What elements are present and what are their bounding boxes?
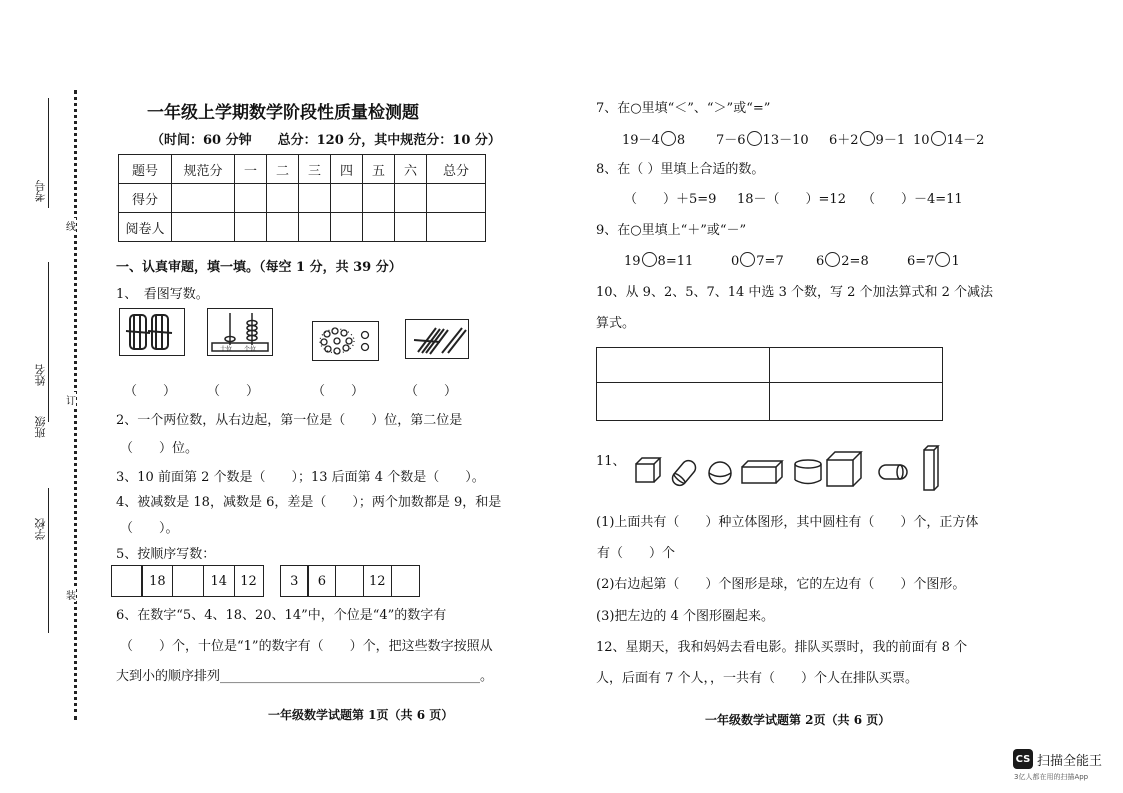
header-cell: 一: [235, 155, 267, 184]
sequence-box: 14: [203, 565, 235, 597]
compare-circle[interactable]: [661, 131, 676, 146]
footer-page-1: 一年级数学试题第 1页（共 6 页）: [268, 708, 454, 722]
q1-blank-1[interactable]: （ ）: [124, 384, 177, 399]
q8-item-2[interactable]: 18－（ ）=12: [737, 192, 846, 207]
loose-sticks-image: [405, 319, 469, 359]
q3-text: 3、10 前面第 2 个数是（ ）；13 后面第 4 个数是（ ）。: [116, 470, 485, 485]
school-label: 学校: [34, 518, 47, 540]
q10-answer-grid[interactable]: [596, 347, 943, 421]
header-cell: 题号: [119, 155, 172, 184]
score-cell[interactable]: [267, 184, 299, 213]
score-cell[interactable]: [395, 184, 427, 213]
q7-item-4: 10 14－2: [913, 133, 985, 148]
sequence-box: 6: [307, 565, 336, 597]
name-line: [48, 262, 49, 422]
q9-item-1: 19 8=11: [624, 254, 694, 269]
q9-label: 9、在○里填上“＋”或“－”: [596, 223, 747, 238]
compare-circle[interactable]: [931, 131, 946, 146]
q7-item-3: 6＋2 9－1: [829, 133, 906, 148]
header-cell: 五: [363, 155, 395, 184]
q9-item-4: 6=7 1: [907, 254, 960, 269]
q11-line3: (2)右边起第（ ）个图形是球，它的左边有（ ）个图形。: [596, 577, 966, 592]
bundled-sticks-image: [119, 308, 185, 356]
sequence-box[interactable]: [335, 565, 364, 597]
grader-cell[interactable]: [172, 213, 235, 242]
grader-cell[interactable]: [363, 213, 395, 242]
sequence-box: 12: [234, 565, 264, 597]
q7-label: 7、在○里填“＜”、“＞”或“=”: [596, 101, 771, 116]
score-cell[interactable]: [299, 184, 331, 213]
q10-line2: 算式。: [596, 316, 636, 331]
grader-cell[interactable]: [299, 213, 331, 242]
name-label: 姓名: [34, 364, 47, 386]
q9-item-2: 0 7=7: [731, 254, 784, 269]
watermark-tagline: 3亿人都在用的扫描App: [1014, 773, 1089, 781]
q9-item-3: 6 2=8: [816, 254, 869, 269]
q5-sequence-2: [281, 565, 420, 597]
sequence-box[interactable]: [391, 565, 420, 597]
abacus-tens-label: 十位: [220, 346, 233, 353]
school-line: [48, 488, 49, 633]
score-row: [119, 184, 486, 213]
q2-line2: （ ）位。: [120, 441, 199, 456]
sequence-box: 3: [280, 565, 309, 597]
header-cell: 规范分: [172, 155, 235, 184]
q10-line1: 10、从 9、2、5、7、14 中选 3 个数，写 2 个加法算式和 2 个减法: [596, 285, 994, 300]
header-cell: 总分: [427, 155, 486, 184]
q12-line1: 12、星期天，我和妈妈去看电影。排队买票时，我的前面有 8 个: [596, 640, 968, 655]
section-heading: 一、认真审题，填一填。（每空 1 分，共 39 分）: [116, 260, 402, 275]
counters-image: [312, 321, 379, 361]
score-cell[interactable]: [331, 184, 363, 213]
score-table-header: [119, 155, 486, 184]
score-cell[interactable]: [235, 184, 267, 213]
operator-circle[interactable]: [935, 252, 950, 267]
solid-shapes-image: [632, 440, 944, 494]
operator-circle[interactable]: [825, 252, 840, 267]
compare-circle[interactable]: [860, 131, 875, 146]
grader-row-label: 阅卷人: [119, 213, 172, 242]
grader-row: [119, 213, 486, 242]
abacus-image: [207, 308, 273, 356]
operator-circle[interactable]: [740, 252, 755, 267]
q12-line2: 人，后面有 7 个人，，一共有（ ）个人在排队买票。: [596, 671, 919, 686]
grader-cell[interactable]: [235, 213, 267, 242]
header-cell: 二: [267, 155, 299, 184]
score-row-label: 得分: [119, 184, 172, 213]
q2-line1: 2、一个两位数，从右边起，第一位是（ ）位，第二位是: [116, 413, 463, 428]
compare-circle[interactable]: [747, 131, 762, 146]
q5-label: 5、按顺序写数：: [116, 547, 216, 562]
q5-sequence-1: [112, 565, 264, 597]
operator-circle[interactable]: [642, 252, 657, 267]
exam-number-label: 考号: [34, 180, 47, 202]
q4-line1: 4、被减数是 18，减数是 6，差是（ ）；两个加数都是 9，和是: [116, 495, 502, 510]
q11-line4: (3)把左边的 4 个图形圈起来。: [596, 609, 774, 624]
q7-item-1: 19－4 8: [622, 133, 686, 148]
q6-line3: 大到小的顺序排列________________________________________。: [116, 669, 494, 684]
seal-xian: 线: [66, 218, 76, 233]
seal-ding: 订: [66, 392, 76, 407]
footer-page-2: 一年级数学试题第 2页（共 6 页）: [705, 713, 891, 727]
grader-cell[interactable]: [395, 213, 427, 242]
q8-item-3[interactable]: （ ）－4=11: [862, 192, 963, 207]
exam-info: （时间：60 分钟 总分：120 分，其中规范分：10 分）: [151, 133, 501, 148]
grader-cell[interactable]: [267, 213, 299, 242]
header-cell: 四: [331, 155, 363, 184]
q8-label: 8、在（ ）里填上合适的数。: [596, 162, 765, 177]
seal-zhuang: 装: [66, 587, 76, 602]
score-cell[interactable]: [172, 184, 235, 213]
q6-line1: 6、在数字“5、4、18、20、14”中，个位是“4”的数字有: [116, 608, 447, 623]
score-table: [118, 154, 486, 242]
header-cell: 六: [395, 155, 427, 184]
page-title: 一年级上学期数学阶段性质量检测题: [147, 103, 419, 123]
q8-item-1[interactable]: （ ）＋5=9: [624, 192, 717, 207]
grader-cell[interactable]: [427, 213, 486, 242]
sequence-box[interactable]: [111, 565, 143, 597]
q1-blank-3[interactable]: （ ）: [312, 384, 365, 399]
q7-item-2: 7－6 13－10: [716, 133, 809, 148]
q11-line2: 有（ ）个: [597, 546, 676, 561]
q1-label: 1、 看图写数。: [116, 287, 209, 302]
q11-line1: (1)上面共有（ ）种立体图形，其中圆柱有（ ）个，正方体: [596, 515, 979, 530]
camscanner-logo: CS: [1013, 749, 1033, 769]
sequence-box: 12: [363, 565, 392, 597]
sequence-box: 18: [141, 565, 173, 597]
class-label: 班级: [34, 416, 47, 438]
header-cell: 三: [299, 155, 331, 184]
watermark-app-name: 扫描全能王: [1037, 754, 1103, 769]
q1-blank-4[interactable]: （ ）: [405, 384, 458, 399]
abacus-ones-label: 个位: [244, 346, 257, 353]
score-cell[interactable]: [363, 184, 395, 213]
q1-blank-2[interactable]: （ ）: [207, 384, 260, 399]
q4-line2: （ ）。: [120, 521, 179, 536]
q11-label: 11、: [596, 454, 626, 469]
grader-cell[interactable]: [331, 213, 363, 242]
score-cell[interactable]: [427, 184, 486, 213]
q6-line2: （ ）个，十位是“1”的数字有（ ）个，把这些数字按照从: [120, 639, 493, 654]
sequence-box[interactable]: [172, 565, 204, 597]
